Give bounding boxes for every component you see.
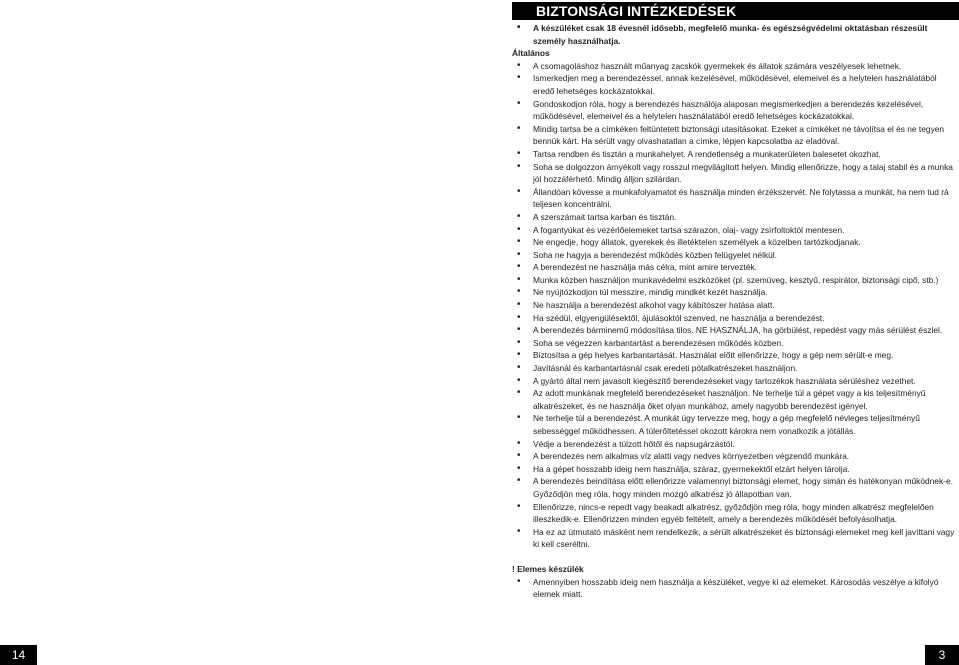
list-item: • Ha a gépet hosszabb ideig nem használja, száraz, gyermekektől elzárt helyen tárolja. — [512, 463, 959, 476]
list-item: • Gondoskodjon róla, hogy a berendezés használója alaposan megismerkedjen a berendezés kezelésével, működésével, elemeivel és a helytelen használatából eredő lehetséges kockázatokkal. — [512, 98, 959, 123]
general-heading: Általános — [512, 48, 550, 59]
page-title: BIZTONSÁGI INTÉZKEDÉSEK — [512, 2, 959, 20]
page-number-left: 14 — [0, 645, 37, 665]
list-item: • Ne nyújtózkodjon túl messzire, mindig mindkét kezét használja. — [512, 286, 959, 299]
list-item: • Soha ne hagyja a berendezést működés közben felügyelet nélkül. — [512, 249, 959, 262]
list-item: • Állandóan kövesse a munkafolyamatot és használja minden érzékszervét. Ne folytassa a munkát, ha nem tud rá teljesen koncentrálni. — [512, 186, 959, 211]
list-item: • Védje a berendezést a túlzott hőtől és napsugárzástól. — [512, 438, 959, 451]
page-number-right: 3 — [925, 645, 959, 665]
list-item: • Mindig tartsa be a címkéken feltüntetett biztonsági utasításokat. Ezeket a címkéket ne távolítsa el és ne tegyen bennük kárt. Ha sérült vagy olvashatatlan a címke, lépjen kapcsolatba az eladóval. — [512, 123, 959, 148]
list-item: • Ne használja a berendezést alkohol vagy kábítószer hatása alatt. — [512, 299, 959, 312]
battery-list — [512, 576, 959, 601]
list-item: • A csomagoláshoz használt műanyag zacskók gyermekek és állatok számára veszélyesek lehetnek. — [512, 60, 959, 73]
list-item: • Munka közben használjon munkavédelmi eszközöket (pl. szemüveg, kesztyű, respirátor, biztonsági cipő, stb.) — [512, 274, 959, 287]
list-item: • A szerszámait tartsa karban és tisztán. — [512, 211, 959, 224]
list-item: • Ha ez az útmutató másként nem rendelkezik, a sérült alkatrészeket és biztonsági elemeket meg kell javíttani vagy ki kell cseréltni. — [512, 526, 959, 551]
list-item: • Ismerkedjen meg a berendezéssel, annak kezelésével, működésével, elemeivel és a helytelen használatából eredő lehetséges kockázatokkal. — [512, 72, 959, 97]
list-item: • Soha se végezzen karbantartást a berendezésen működés közben. — [512, 337, 959, 350]
list-item: • A fogantyúkat és vezérlőelemeket tartsa szárazon, olaj- vagy zsírfoltoktól mentesen. — [512, 224, 959, 237]
list-item: • Biztosítsa a gép helyes karbantartását. Használat előtt ellenőrizze, hogy a gép nem sérült-e meg. — [512, 349, 959, 362]
list-item: • Ellenőrizze, nincs-e repedt vagy beakadt alkatrész, győződjön meg róla, hogy minden alkatrész megfelelően illeszkedik-e. Ellenőrizzen minden egyéb feltételt, amely a berendezés működését befolyásolhatja. — [512, 501, 959, 526]
battery-heading: ! Elemes készülék — [512, 563, 584, 574]
list-item: • Soha se dolgozzon árnyékolt vagy rosszul megvilágított helyen. Mindig ellenőrizze, hogy a talaj stabil és a munka jól hozzáférhető. Mindig álljon szilárdan. — [512, 161, 959, 186]
list-item: • A berendezést ne használja más célra, mint amire tervezték. — [512, 261, 959, 274]
list-item: • A gyártó által nem javasolt kiegészítő berendezéseket vagy tartozékok használata sérüléshez vezethet. — [512, 375, 959, 388]
list-item: • Tartsa rendben és tisztán a munkahelyet. A rendetlenség a munkaterületen balesetet okozhat. — [512, 148, 959, 161]
list-item: • Ha szédül, elgyengülésektől, ájulásoktól szenved, ne használja a berendezést. — [512, 312, 959, 325]
list-item: • A berendezés bárminemű módosítása tilos. NE HASZNÁLJA, ha görbülést, repedést vagy más sérülést észlel. — [512, 324, 959, 337]
age-restriction-item: • A készüléket csak 18 évesnél idősebb, megfelelő munka- és egészségvédelmi oktatásban részesült személy használhatja. — [512, 22, 959, 47]
list-item-continuation: Győződjön meg róla, hogy minden mozgó alkatrész jó állapotban van. — [533, 488, 792, 499]
list-item: • Ne terhelje túl a berendezést. A munkát úgy tervezze meg, hogy a gép megfelelő névleges teljesítményű sebességgel működhessen. A túlerőltetéssel okozott károkra nem vonatkozik a jótállás. — [512, 412, 959, 437]
safety-content — [512, 22, 959, 601]
list-item: • Az adott munkának megfelelő berendezéseket használjon. Ne terhelje túl a gépet vagy a kis teljesítményű alkatrészeket, és ne használja őket olyan munkához, amely nagyobb berendezést igényel. — [512, 387, 959, 412]
list-item: • Javításnál és karbantartásnál csak eredeti pótalkatrészeket használjon. — [512, 362, 959, 375]
list-item: • Amennyiben hosszabb ideig nem használja a készüléket, vegye ki az elemeket. Károsodás veszélye a kifolyó elemek miatt. — [512, 576, 959, 601]
list-item: • Ne engedje, hogy állatok, gyerekek és illetéktelen személyek a közelben tartózkodjanak. — [512, 236, 959, 249]
list-item: • A berendezés beindítása előtt ellenőrizze valamennyi biztonsági elemet, hogy simán és hatékonyan működnek-e. — [512, 475, 959, 488]
list-item: • A berendezés nem alkalmas víz alatti vagy nedves környezetben végzendő munkára. — [512, 450, 959, 463]
general-list — [512, 60, 959, 488]
